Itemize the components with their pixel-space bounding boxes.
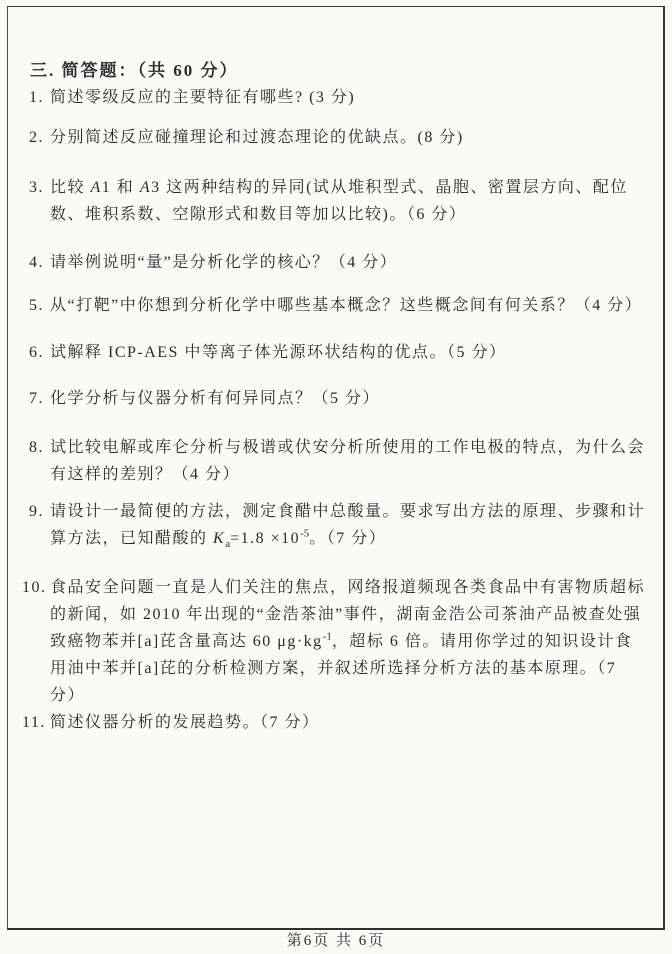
text-run: 试比较电解或库仑分析与极谱或伏安分析所使用的工作电极的特点，为什么会有这样的差别？（4 分） xyxy=(50,439,646,483)
question-item xyxy=(22,574,647,709)
question-list xyxy=(22,84,647,736)
text-run: 3 这两种结构的异同(试从堆积型式、晶胞、密置层方向、配位数、堆积系数、空隙形式和数目等加以比较)。（6 分） xyxy=(50,179,628,223)
question-number: 6. xyxy=(29,344,44,361)
question-number: 1. xyxy=(29,89,44,106)
text-run: 食品安全问题一直是人们关注的焦点，网络报道频现各类食品中有害物质超标的新闻，如 2010 年出现的“金浩茶油”事件，湖南金浩公司茶油产品被查处强致癌物苯并[a]芘含量高达 60 μg·kg xyxy=(50,579,646,650)
text-run: 比较 xyxy=(50,179,91,196)
question-item xyxy=(22,124,647,151)
text-run: 从“打靶”中你想到分析化学中哪些基本概念？这些概念间有何关系？（4 分） xyxy=(50,297,643,314)
question-number: 9. xyxy=(29,503,44,520)
page-border-frame xyxy=(7,6,665,930)
text-run: =1.8 ×10 xyxy=(230,530,301,547)
question-item xyxy=(22,339,647,366)
question-text xyxy=(50,498,647,552)
question-text xyxy=(50,124,647,151)
text-run: 分别简述反应碰撞理论和过渡态理论的优缺点。(8 分) xyxy=(50,129,464,146)
text-run: -5 xyxy=(300,527,310,540)
question-number: 8. xyxy=(29,439,44,456)
text-run: 试解释 ICP-AES 中等离子体光源环状结构的优点。（5 分） xyxy=(50,344,507,361)
question-text xyxy=(50,292,647,319)
text-run: 简述仪器分析的发展趋势。（7 分） xyxy=(50,714,320,731)
text-run: K xyxy=(213,530,226,547)
question-item xyxy=(22,249,647,276)
question-item xyxy=(22,385,647,412)
question-number: 3. xyxy=(29,179,44,196)
text-run: 。（7 分） xyxy=(309,530,387,547)
page-footer: 第6页 共 6页 xyxy=(286,933,386,949)
question-item xyxy=(22,174,647,228)
question-number: 5. xyxy=(29,297,44,314)
question-item xyxy=(22,434,647,488)
text-run: a xyxy=(225,538,231,551)
text-run: A xyxy=(139,179,152,196)
question-text xyxy=(50,574,647,709)
question-item xyxy=(22,292,647,319)
question-item xyxy=(22,709,647,736)
text-run: 化学分析与仪器分析有何异同点？（5 分） xyxy=(50,390,381,407)
question-number: 7. xyxy=(29,390,44,407)
text-run: ，超标 6 倍。请用你学过的知识设计食用油中苯并[a]芘的分析检测方案，并叙述所选择分析方法的基本原理。（7 分） xyxy=(50,633,633,704)
question-text xyxy=(50,709,647,736)
text-run: 简述零级反应的主要特征有哪些? (3 分) xyxy=(50,89,356,106)
question-number: 11. xyxy=(22,714,46,731)
question-text xyxy=(50,385,647,412)
question-number: 4. xyxy=(29,254,44,271)
section-heading: 三. 简答题：（共 60 分） xyxy=(30,61,239,80)
text-run: 请设计一最简便的方法，测定食醋中总酸量。要求写出方法的原理、步骤和计算方法，已知醋酸的 xyxy=(50,503,646,547)
text-run: 请举例说明“量”是分析化学的核心？（4 分） xyxy=(50,254,398,271)
question-number: 2. xyxy=(29,129,44,146)
text-run: A xyxy=(90,179,102,196)
question-item xyxy=(22,498,647,552)
question-text xyxy=(50,84,647,111)
question-text xyxy=(50,174,647,228)
text-run: -1 xyxy=(322,630,332,643)
question-number: 10. xyxy=(22,579,47,596)
question-text xyxy=(50,249,647,276)
question-text xyxy=(50,434,647,488)
text-run: 1 和 xyxy=(101,179,140,196)
question-text xyxy=(50,339,647,366)
question-item xyxy=(22,84,647,111)
